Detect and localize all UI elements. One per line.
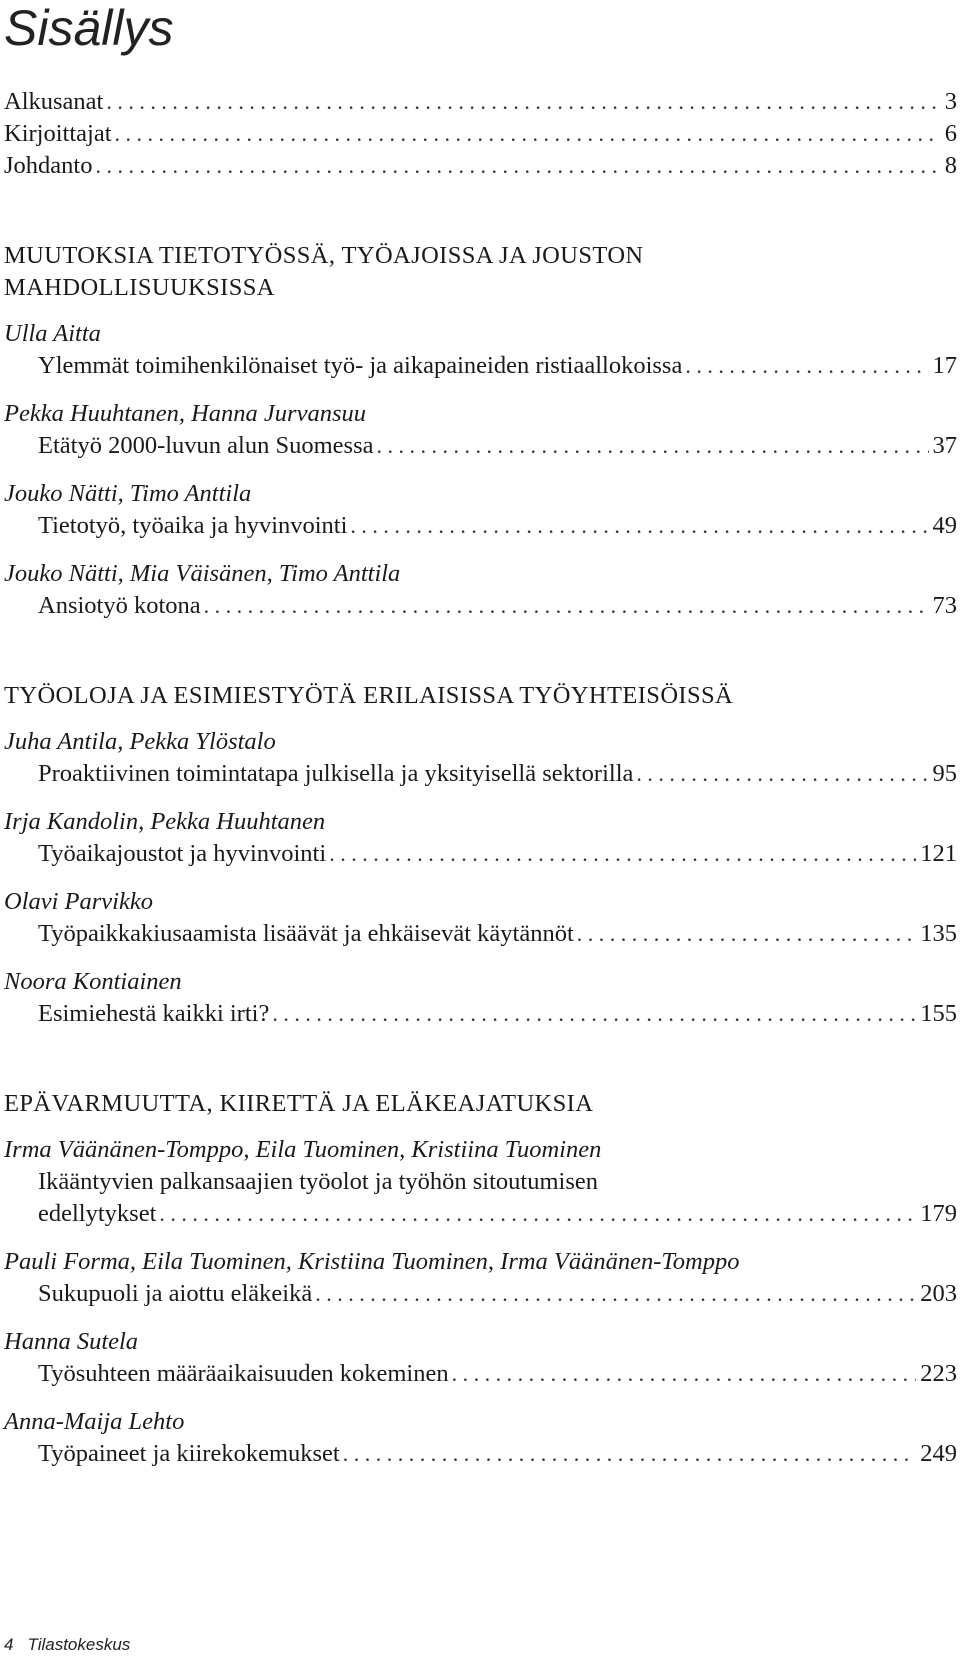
spacer — [4, 542, 957, 558]
toc-entry[interactable] — [4, 430, 957, 462]
spacer — [4, 790, 957, 806]
entry-title: Etätyö 2000-luvun alun Suomessa — [38, 432, 374, 459]
entry-page-number: 3 — [944, 88, 957, 115]
entry-title: Työsuhteen määräaikaisuuden kokeminen — [38, 1360, 449, 1387]
section-heading: TYÖOLOJA JA ESIMIESTYÖTÄ ERILAISISSA TYÖYHTEISÖISSÄ — [4, 682, 734, 709]
spacer — [4, 382, 957, 398]
entry-page-number: 8 — [944, 152, 957, 179]
section-heading: MAHDOLLISUUKSISSA — [4, 274, 275, 301]
entry-page-number: 121 — [920, 840, 957, 867]
spacer — [4, 870, 957, 886]
entry-page-number: 73 — [932, 592, 957, 619]
toc-entry[interactable] — [4, 998, 957, 1030]
toc-entry[interactable] — [4, 1198, 957, 1230]
entry-page-number: 49 — [932, 512, 957, 539]
entry-title: Työaikajoustot ja hyvinvointi — [38, 840, 327, 867]
page-title: Sisällys — [4, 0, 174, 56]
entry-title: Sukupuoli ja aiottu eläkeikä — [38, 1280, 313, 1307]
entry-authors: Jouko Nätti, Mia Väisänen, Timo Anttila — [4, 560, 401, 587]
entry-authors: Juha Antila, Pekka Ylöstalo — [4, 728, 276, 755]
section-heading: EPÄVARMUUTTA, KIIRETTÄ JA ELÄKEAJATUKSIA — [4, 1090, 594, 1117]
entry-page-number: 17 — [932, 352, 957, 379]
entry-authors: Olavi Parvikko — [4, 888, 153, 915]
entry-title: edellytykset — [38, 1200, 157, 1227]
spacer — [4, 950, 957, 966]
leader-dots — [159, 1198, 916, 1230]
spacer — [4, 1030, 957, 1088]
entry-page-number: 37 — [932, 432, 957, 459]
entry-title: Tietotyö, työaika ja hyvinvointi — [38, 512, 348, 539]
entry-page-number: 6 — [944, 120, 957, 147]
entry-title: Proaktiivinen toimintatapa julkisella ja yksityisellä sektorilla — [38, 760, 634, 787]
leader-dots — [106, 86, 940, 118]
spacer — [4, 1310, 957, 1326]
toc-entry[interactable] — [4, 1358, 957, 1390]
spacer — [4, 182, 957, 240]
footer-page-number: 4 — [4, 1635, 14, 1654]
entry-title: Ansiotyö kotona — [38, 592, 201, 619]
toc-entry[interactable] — [4, 758, 957, 790]
entry-page-number: 155 — [920, 1000, 957, 1027]
toc-entry[interactable] — [4, 350, 957, 382]
spacer — [4, 712, 957, 726]
entry-authors: Hanna Sutela — [4, 1328, 139, 1355]
entry-authors: Noora Kontiainen — [4, 968, 182, 995]
leader-dots — [343, 1438, 917, 1470]
leader-dots — [204, 590, 929, 622]
entry-authors: Irja Kandolin, Pekka Huuhtanen — [4, 808, 326, 835]
toc-entry[interactable] — [4, 510, 957, 542]
entry-authors: Jouko Nätti, Timo Anttila — [4, 480, 252, 507]
entry-page-number: 203 — [920, 1280, 957, 1307]
entry-authors: Anna-Maija Lehto — [4, 1408, 185, 1435]
entry-authors: Irma Väänänen-Tomppo, Eila Tuominen, Kristiina Tuominen — [4, 1136, 602, 1163]
leader-dots — [577, 918, 917, 950]
entry-title: Työpaikkakiusaamista lisäävät ja ehkäisevät käytännöt — [38, 920, 574, 947]
spacer — [4, 1120, 957, 1134]
toc-entry[interactable] — [4, 1278, 957, 1310]
entry-title: Alkusanat — [4, 88, 104, 115]
entry-title-line: Ikääntyvien palkansaajien työolot ja työhön sitoutumisen — [38, 1168, 598, 1195]
leader-dots — [636, 758, 928, 790]
spacer — [4, 622, 957, 680]
leader-dots — [329, 838, 916, 870]
entry-title: Johdanto — [4, 152, 93, 179]
leader-dots — [452, 1358, 917, 1390]
entry-authors: Ulla Aitta — [4, 320, 101, 347]
toc-entry[interactable] — [4, 918, 957, 950]
toc-entry[interactable] — [4, 838, 957, 870]
section-heading: MUUTOKSIA TIETOTYÖSSÄ, TYÖAJOISSA JA JOUSTON — [4, 242, 644, 269]
leader-dots — [685, 350, 928, 382]
toc-entry-front[interactable] — [4, 118, 957, 150]
spacer — [4, 1230, 957, 1246]
leader-dots — [350, 510, 928, 542]
leader-dots — [272, 998, 916, 1030]
footer-publisher: Tilastokeskus — [27, 1635, 131, 1654]
entry-authors: Pauli Forma, Eila Tuominen, Kristiina Tuominen, Irma Väänänen-Tomppo — [4, 1248, 740, 1275]
entry-page-number: 135 — [920, 920, 957, 947]
leader-dots — [315, 1278, 916, 1310]
table-of-contents — [4, 86, 957, 1470]
entry-title: Työpaineet ja kiirekokemukset — [38, 1440, 340, 1467]
toc-entry-front[interactable] — [4, 150, 957, 182]
entry-page-number: 223 — [920, 1360, 957, 1387]
toc-entry[interactable] — [4, 590, 957, 622]
page-footer — [4, 1634, 130, 1656]
entry-page-number: 179 — [920, 1200, 957, 1227]
entry-authors: Pekka Huuhtanen, Hanna Jurvansuu — [4, 400, 366, 427]
leader-dots — [376, 430, 928, 462]
spacer — [4, 1390, 957, 1406]
leader-dots — [95, 150, 940, 182]
entry-title: Kirjoittajat — [4, 120, 112, 147]
entry-page-number: 95 — [932, 760, 957, 787]
entry-title: Esimiehestä kaikki irti? — [38, 1000, 270, 1027]
toc-entry[interactable] — [4, 1438, 957, 1470]
entry-title: Ylemmät toimihenkilönaiset työ- ja aikapaineiden ristiaallokoissa — [38, 352, 683, 379]
spacer — [4, 462, 957, 478]
toc-entry-front[interactable] — [4, 86, 957, 118]
spacer — [4, 304, 957, 318]
leader-dots — [115, 118, 941, 150]
entry-page-number: 249 — [920, 1440, 957, 1467]
